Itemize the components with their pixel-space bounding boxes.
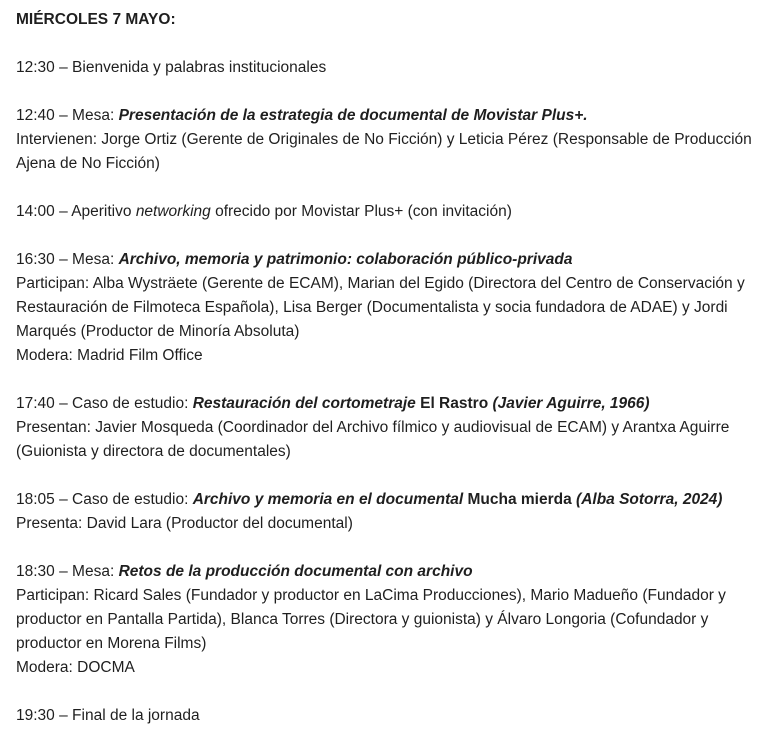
spacer (16, 368, 754, 392)
schedule-item-rastro-case (16, 392, 754, 464)
schedule-item-closing (16, 704, 754, 728)
item-time: 18:30 (16, 563, 55, 580)
participants: Jorge Ortiz (Gerente de Originales de No Ficción) y Leticia Pérez (Responsable de Producción Ajena de No Ficción) (16, 131, 752, 172)
item-type: Caso de estudio: (72, 395, 189, 412)
item-type: Mesa: (72, 107, 115, 124)
spacer (16, 32, 754, 56)
item-type: Mesa: (72, 251, 115, 268)
item-text: Final de la jornada (72, 707, 200, 724)
spacer (16, 464, 754, 488)
spacer (16, 80, 754, 104)
film-credit: (Alba Sotorra, 2024) (576, 491, 723, 508)
participants-label: Participan: (16, 275, 90, 292)
item-title: Archivo, memoria y patrimonio: colaboración público-privada (118, 251, 573, 268)
schedule-item-aperitivo (16, 200, 754, 224)
participants: Ricard Sales (Fundador y productor en LaCima Producciones), Mario Madueño (Fundador y productor en Pantalla Partida), Blanca Torres (Directora y guionista) y Álvaro Longoria (Cofundador y productor en Morena Films) (16, 587, 726, 652)
participants-label: Intervienen: (16, 131, 97, 148)
schedule-item-archivo-panel (16, 248, 754, 368)
spacer (16, 224, 754, 248)
day-title: MIÉRCOLES 7 MAYO: (16, 11, 176, 28)
item-time: 16:30 (16, 251, 55, 268)
item-time: 12:30 (16, 59, 55, 76)
item-title: Archivo y memoria en el documental (192, 491, 464, 508)
item-title: Restauración del cortometraje (192, 395, 416, 412)
dash: – (59, 563, 68, 580)
item-title: Retos de la producción documental con archivo (118, 563, 473, 580)
film-credit: (Javier Aguirre, 1966) (492, 395, 650, 412)
item-title: Presentación de la estrategia de documental de Movistar Plus+. (118, 107, 588, 124)
dash: – (59, 251, 68, 268)
item-text-italic: networking (135, 203, 211, 220)
item-type: Mesa: (72, 563, 115, 580)
dash: – (59, 491, 68, 508)
participants: Javier Mosqueda (Coordinador del Archivo fílmico y audiovisual de ECAM) y Arantxa Aguirre (Guionista y directora de documentales) (16, 419, 730, 460)
item-time: 19:30 (16, 707, 55, 724)
spacer (16, 680, 754, 704)
film-title: Mucha mierda (467, 491, 572, 508)
item-text: Aperitivo (71, 203, 132, 220)
participants-label: Participan: (16, 587, 90, 604)
schedule-item-mierda-case (16, 488, 754, 536)
item-time: 12:40 (16, 107, 55, 124)
item-text: ofrecido por Movistar Plus+ (con invitación) (215, 203, 512, 220)
dash: – (59, 107, 68, 124)
dash: – (59, 59, 68, 76)
participants: Alba Wysträete (Gerente de ECAM), Marian del Egido (Directora del Centro de Conservación y Restauración de Filmoteca Española), Lisa Berger (Documentalista y socia fundadora de ADAE) y Jordi Marqués (Productor de Minoría Absoluta) (16, 275, 745, 340)
schedule-item-movistar-panel (16, 104, 754, 176)
schedule-item-retos-panel (16, 560, 754, 680)
item-type: Caso de estudio: (72, 491, 189, 508)
spacer (16, 536, 754, 560)
item-time: 18:05 (16, 491, 55, 508)
presenter: Presenta: David Lara (Productor del documental) (16, 515, 353, 532)
dash: – (59, 203, 68, 220)
item-time: 17:40 (16, 395, 55, 412)
schedule-item-welcome (16, 56, 754, 80)
dash: – (59, 395, 68, 412)
item-text: Bienvenida y palabras institucionales (72, 59, 327, 76)
dash: – (59, 707, 68, 724)
item-time: 14:00 (16, 203, 55, 220)
spacer (16, 176, 754, 200)
participants-label: Presentan: (16, 419, 91, 436)
film-title: El Rastro (420, 395, 489, 412)
moderator: Modera: DOCMA (16, 659, 135, 676)
moderator: Modera: Madrid Film Office (16, 347, 203, 364)
